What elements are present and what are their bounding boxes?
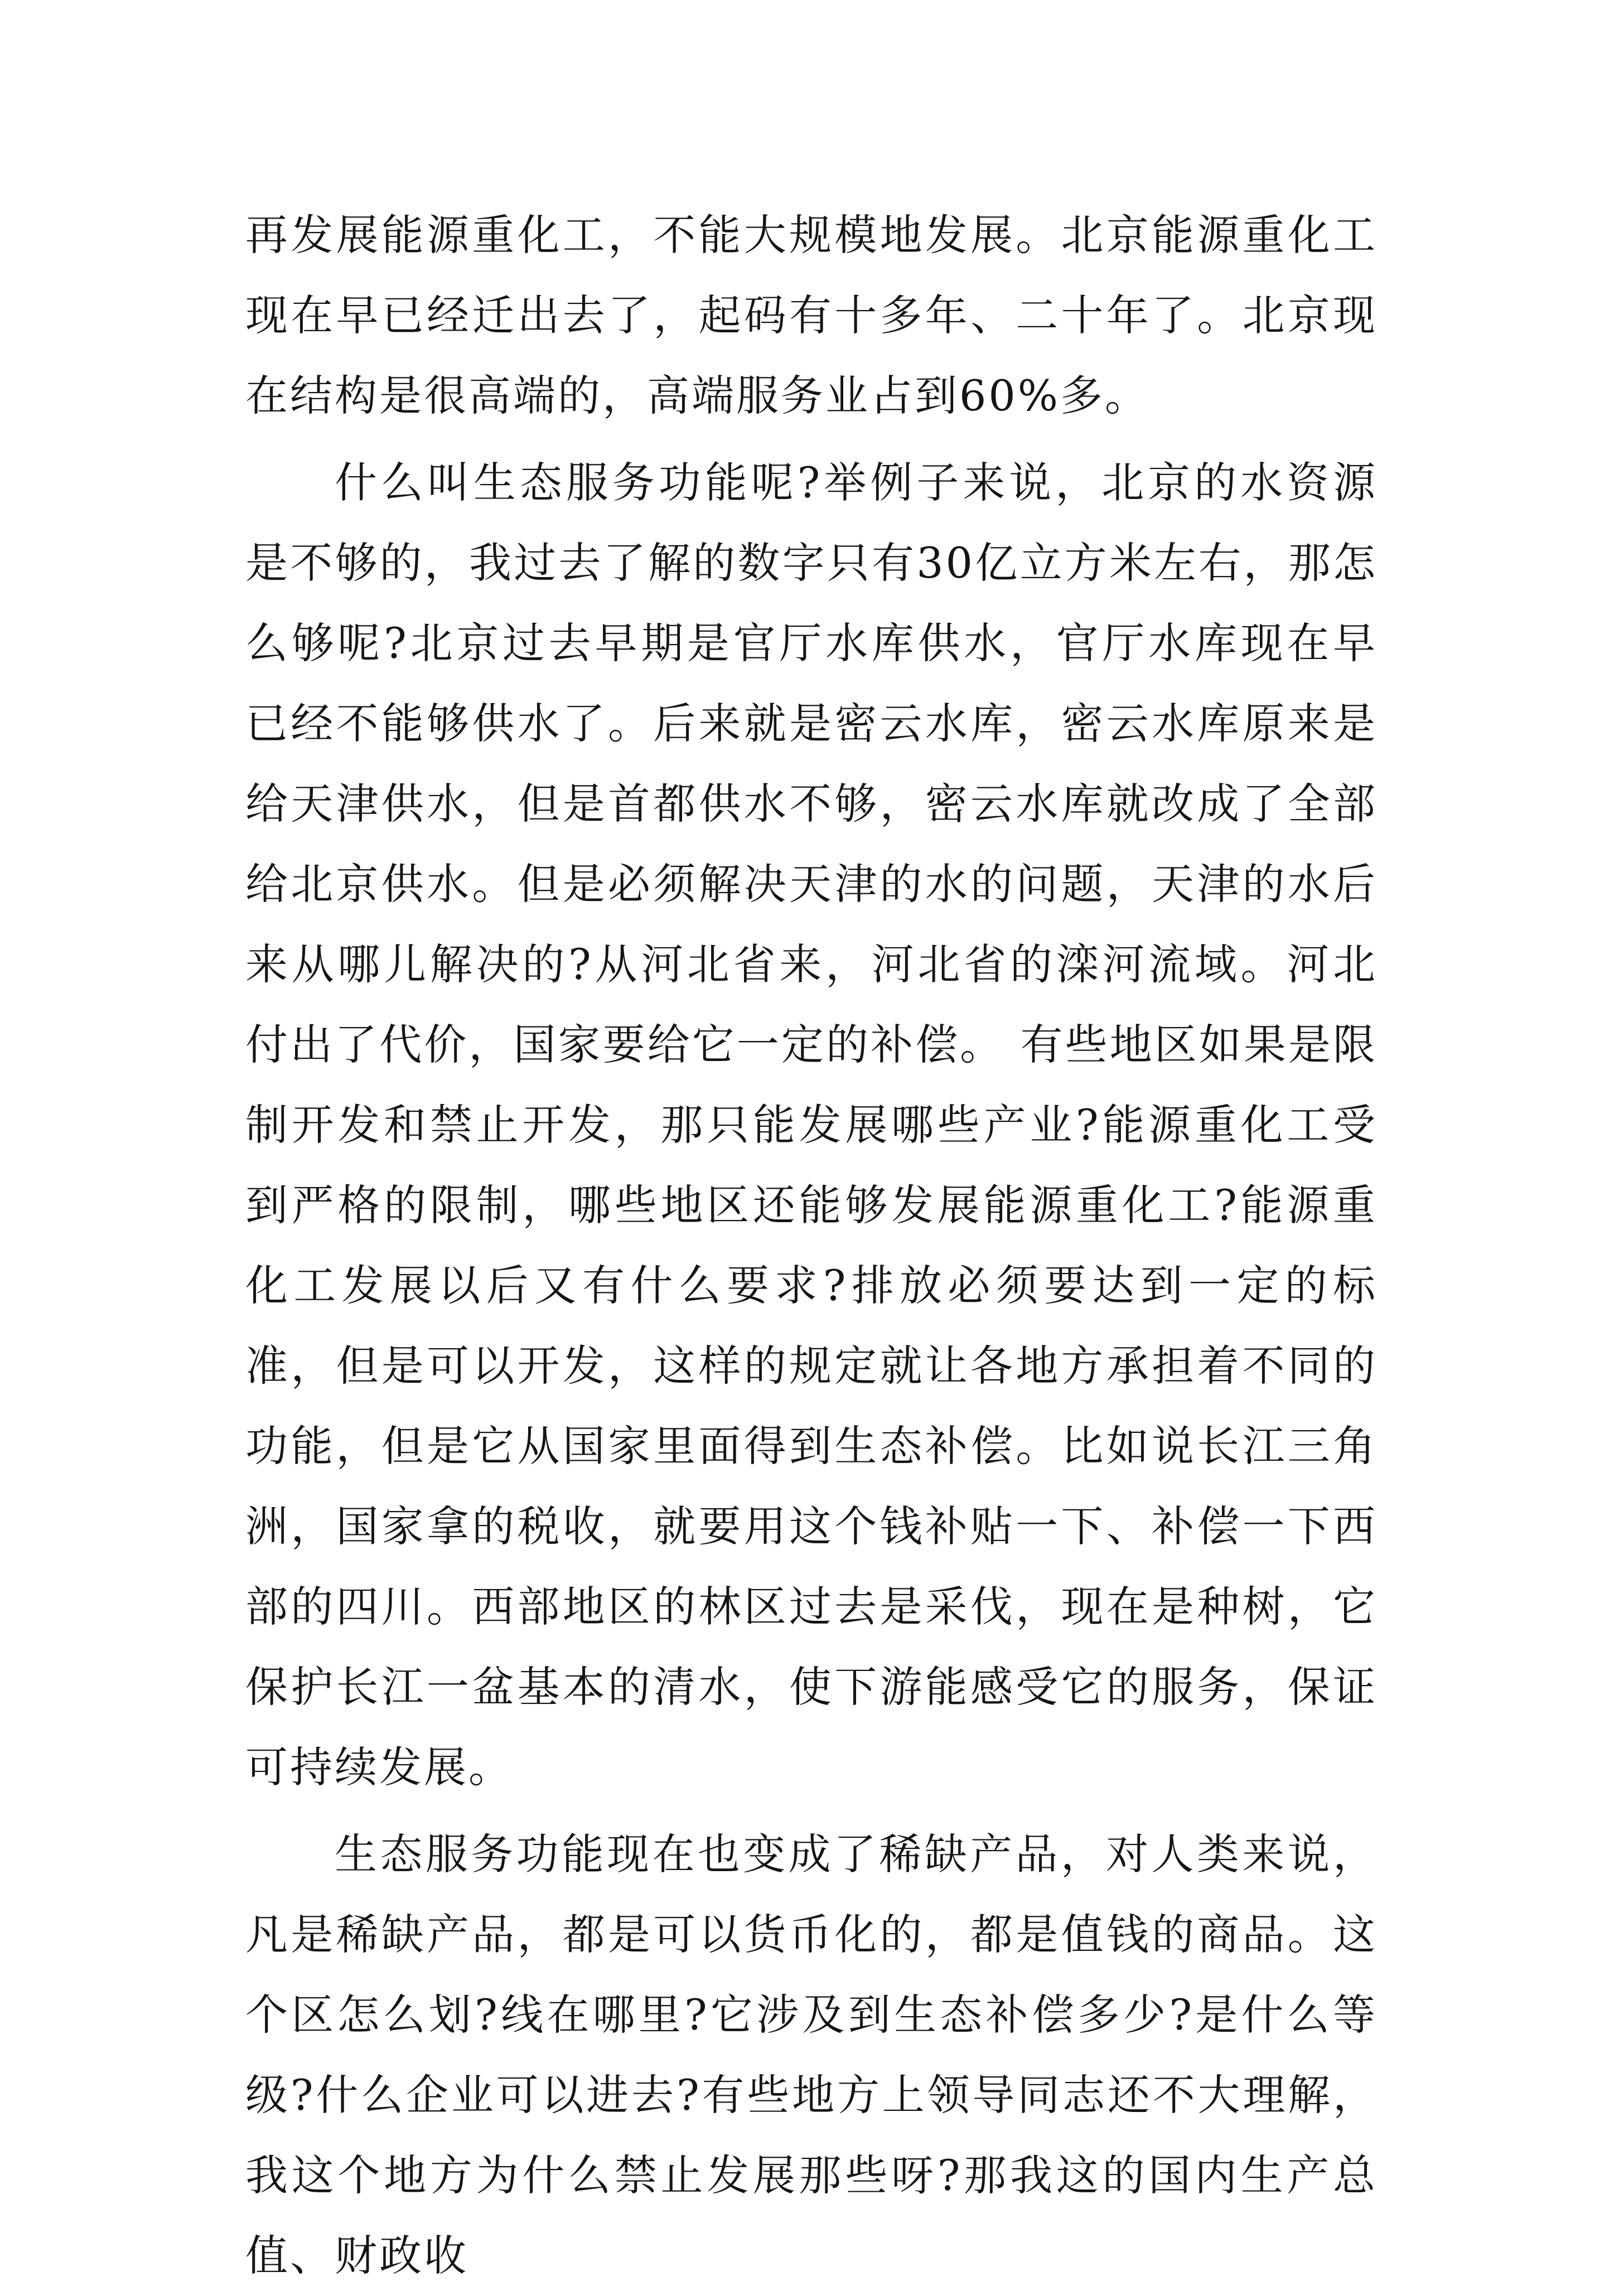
paragraph-2: 什么叫生态服务功能呢?举例子来说，北京的水资源是不够的，我过去了解的数字只有30亿立方米左右，那怎么够呢?北京过去早期是官厅水库供水，官厅水库现在早已经不能够供水了。后来就是密云水库，密云水库原来是给天津供水，但是首都供水不够，密云水库就改成了全部给北京供水。但是必须解决天津的水的问题，天津的水后来从哪儿解决的?从河北省来，河北省的滦河流域。河北付出了代价，国家要给它一定的补偿。 有些地区如果是限制开发和禁止开发，那只能发展哪些产业?能源重化工受到严格的限制，哪些地区还能够发展能源重化工?能源重化工发展以后又有什么要求?排放必须要达到一定的标准，但是可以开发，这样的规定就让各地方承担着不同的功能，但是它从国家里面得到生态补偿。比如说长江三角洲，国家拿的税收，就要用这个钱补贴一下、补偿一下西部的四川。西部地区的林区过去是采伐，现在是种树，它保护长江一盆基本的清水，使下游能感受它的服务，保证可持续发展。 — [245, 458, 1378, 1792]
body-text — [245, 195, 1378, 2296]
paragraph-3: 生态服务功能现在也变成了稀缺产品，对人类来说，凡是稀缺产品，都是可以货币化的，都是值钱的商品。这个区怎么划?线在哪里?它涉及到生态补偿多少?是什么等级?什么企业可以进去?有些地方上领导同志还不大理解，我这个地方为什么禁止发展那些呀?那我这的国内生产总值、财政收 — [245, 1829, 1378, 2280]
paragraph-1: 再发展能源重化工，不能大规模地发展。北京能源重化工现在早已经迁出去了，起码有十多年、二十年了。北京现在结构是很高端的，高端服务业占到60%多。 — [245, 210, 1378, 420]
